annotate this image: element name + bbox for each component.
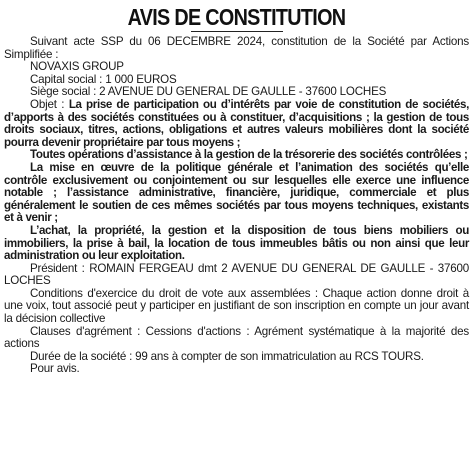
objet-paragraph bbox=[4, 99, 469, 149]
objet-text-3: La mise en œuvre de la politique générale et l’animation des sociétés qu’elle contrôle exclusivement ou conjointement ou sur lesquelles elle exerce une influence notable ; l’assistance administrative, financière, juridique, commerciale et plus généralement le soutien de ces mêmes sociétés par tous moyens techniques, existants et à venir ; bbox=[4, 160, 469, 225]
objet-label: Objet : bbox=[30, 97, 69, 111]
objet-text-4: L’achat, la propriété, la gestion et la disposition de tous biens mobiliers ou immobiliers, la prise à bail, la location de tous immeubles bâtis ou non ainsi que leur administration ou leur exploitation. bbox=[4, 223, 469, 263]
company-name: NOVAXIS GROUP bbox=[30, 60, 124, 74]
closing-line: Pour avis. bbox=[30, 362, 80, 376]
president-paragraph: Président : ROMAIN FERGEAU dmt 2 AVENUE DU GENERAL DE GAULLE - 37600 LOCHES bbox=[4, 261, 469, 288]
intro-paragraph: Suivant acte SSP du 06 DECEMBRE 2024, constitution de la Société par Actions Simplifiée : bbox=[4, 35, 469, 61]
capital-line: Capital social : 1 000 EUROS bbox=[30, 72, 177, 86]
title-underline bbox=[191, 31, 283, 32]
notice-title: AVIS DE CONSTITUTION bbox=[127, 4, 346, 30]
objet-text-1: La prise de participation ou d’intérêts par voie de constitution de sociétés, d’apports à des sociétés constituées ou à constituer, d’acquisitions ; la gestion de tous droits sociaux, titres, actions, obligations et autres valeurs mobilières dont la société pourra devenir propriétaire par tous moyens ; bbox=[4, 97, 469, 149]
objet-text-2: Toutes opérations d’assistance à la gestion de la trésorerie des sociétés contrôlées ; bbox=[30, 148, 468, 162]
vote-paragraph: Conditions d'exercice du droit de vote aux assemblées : Chaque action donne droit à une voix, tout associé peut y participer en justifiant de son inscription en compte un jour avant la décision collective bbox=[4, 286, 469, 326]
siege-line: Siège social : 2 AVENUE DU GENERAL DE GAULLE - 37600 LOCHES bbox=[30, 85, 387, 99]
duree-paragraph: Durée de la société : 99 ans à compter de son immatriculation au RCS TOURS. bbox=[30, 349, 424, 363]
agrement-paragraph: Clauses d'agrément : Cessions d'actions : Agrément systématique à la majorité des actions bbox=[4, 324, 469, 351]
